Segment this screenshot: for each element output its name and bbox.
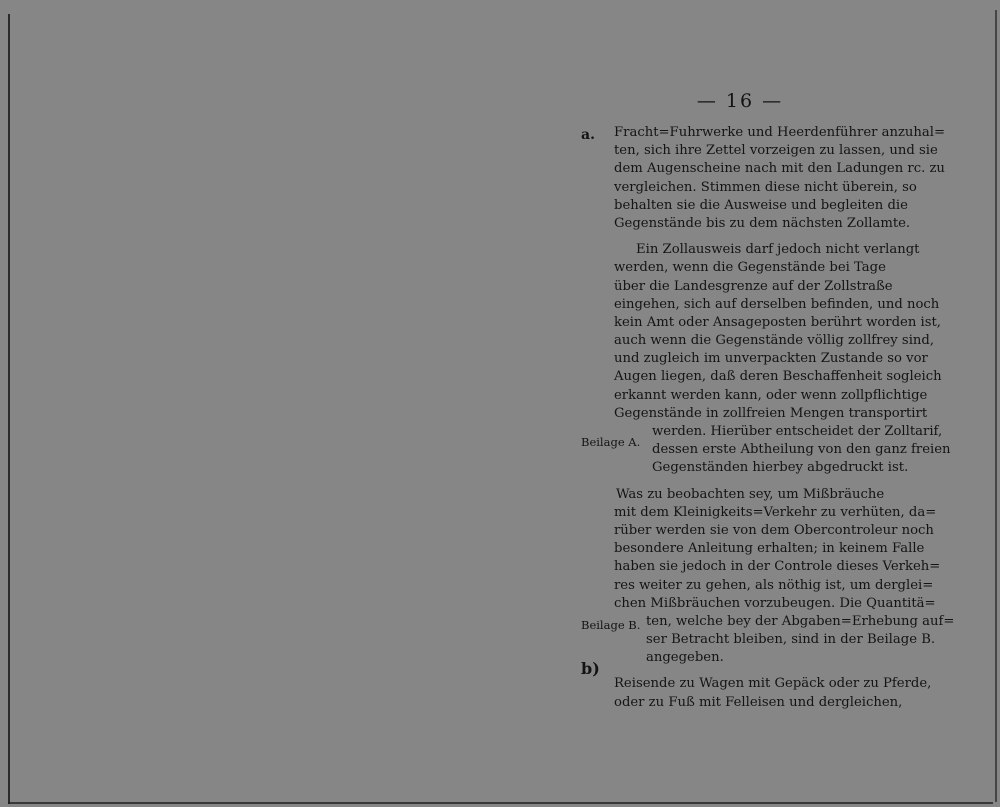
text-line: dessen erste Abtheilung von den ganz freien	[652, 442, 951, 458]
text-line: über die Landesgrenze auf der Zollstraße	[614, 278, 893, 294]
page-edge-bottom	[8, 802, 993, 804]
text-line: besondere Anleitung erhalten; in keinem Falle	[614, 541, 925, 557]
text-line: behalten sie die Ausweise und begleiten die	[614, 197, 908, 213]
text-line: eingehen, sich auf derselben befinden, und noch	[614, 296, 940, 312]
text-line: werden, wenn die Gegenstände bei Tage	[614, 260, 886, 276]
text-line: Gegenstände in zollfreien Mengen transportirt	[614, 405, 928, 421]
text-line: Fracht=Fuhrwerke und Heerdenführer anzuhal=	[614, 125, 946, 140]
margin-note-beilage-a: Beilage A.	[581, 435, 641, 449]
text-line: mit dem Kleinigkeits=Verkehr zu verhüten, da=	[614, 504, 937, 520]
text-line: Was zu beobachten sey, um Mißbräuche	[616, 486, 885, 502]
text-line: res weiter zu gehen, als nöthig ist, um derglei=	[614, 577, 934, 593]
text-line: ten, welche bey der Abgaben=Erhebung auf=	[646, 613, 955, 629]
text-line: ser Betracht bleiben, sind in der Beilage B.	[646, 632, 936, 648]
text-line: ten, sich ihre Zettel vorzeigen zu lassen, und sie	[614, 143, 938, 159]
text-line: haben sie jedoch in der Controle dieses Verkeh=	[614, 559, 941, 575]
text-line: Ein Zollausweis darf jedoch nicht verlangt	[636, 242, 920, 258]
text-line: und zugleich im unverpackten Zustande so vor	[614, 351, 928, 367]
text-line: oder zu Fuß mit Felleisen und dergleichen,	[614, 694, 903, 710]
text-line: chen Mißbräuchen vorzubeugen. Die Quantitä=	[614, 595, 936, 611]
item-label-b: b)	[581, 659, 600, 678]
body-text	[600, 124, 955, 712]
text-line: erkannt werden kann, oder wenn zollpflichtige	[614, 387, 928, 403]
text-line: rüber werden sie von dem Obercontroleur noch	[614, 522, 934, 538]
text-line: kein Amt oder Ansageposten berührt worden ist,	[614, 314, 942, 330]
text-line: angegeben.	[646, 650, 724, 666]
page-number: — 16 —	[696, 90, 784, 112]
item-label-a: a.	[581, 127, 595, 143]
page-edge-left	[8, 14, 10, 804]
text-line: vergleichen. Stimmen diese nicht überein, so	[614, 179, 917, 195]
page-edge-right	[995, 10, 997, 802]
text-line: Gegenstände bis zu dem nächsten Zollamte.	[614, 215, 911, 231]
text-line: dem Augenscheine nach mit den Ladungen rc. zu	[614, 161, 945, 177]
text-line: werden. Hierüber entscheidet der Zolltarif,	[652, 424, 943, 439]
text-line: auch wenn die Gegenstände völlig zollfrey sind,	[614, 333, 935, 349]
text-line: Gegenständen hierbey abgedruckt ist.	[652, 460, 909, 476]
text-line: Augen liegen, daß deren Beschaffenheit sogleich	[614, 369, 942, 385]
margin-note-beilage-b: Beilage B.	[581, 618, 641, 632]
text-line: Reisende zu Wagen mit Gepäck oder zu Pferde,	[614, 676, 932, 692]
